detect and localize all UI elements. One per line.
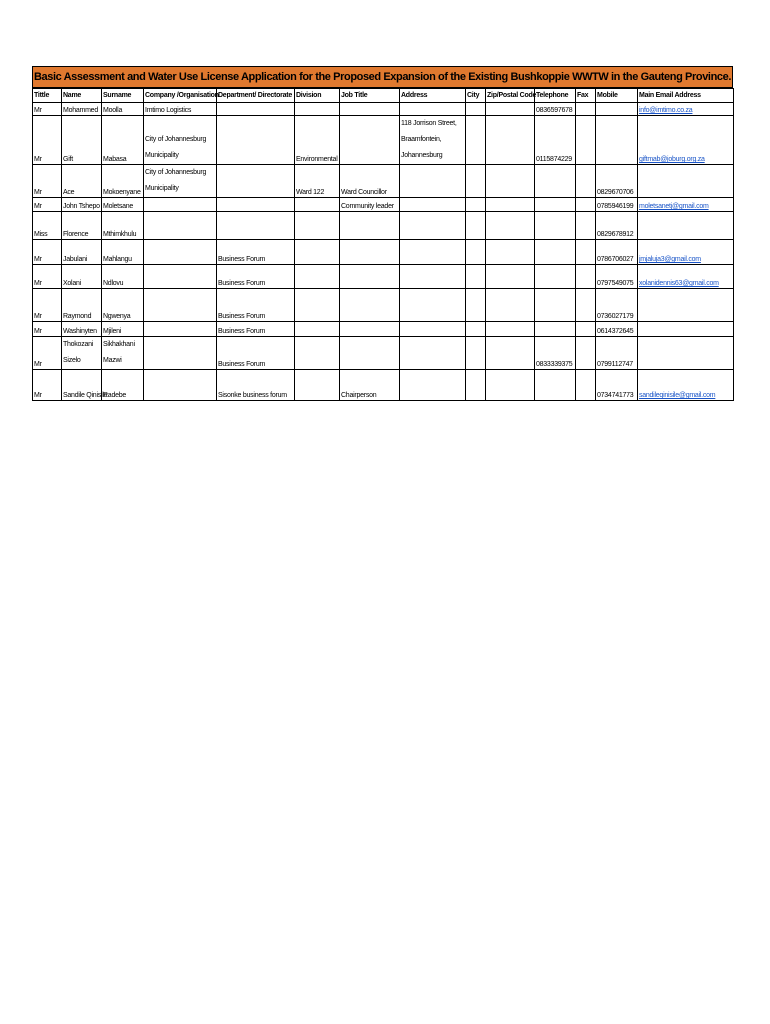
cell-city [466, 370, 486, 401]
cell-address [400, 265, 466, 289]
column-header: Main Email Address [638, 89, 734, 103]
cell-name: Ace [62, 165, 102, 198]
cell-zip [486, 198, 535, 212]
cell-mobile [596, 116, 638, 165]
cell-company [144, 198, 217, 212]
cell-surname: Moolla [102, 103, 144, 116]
cell-name [62, 337, 102, 370]
cell-company [144, 289, 217, 322]
cell-email[interactable] [638, 322, 734, 337]
company-line: City of Johannesburg [145, 136, 207, 143]
cell-zip [486, 265, 535, 289]
column-header: Telephone [535, 89, 576, 103]
cell-fax [576, 165, 596, 198]
cell-job-title [340, 240, 400, 265]
cell-email[interactable] [638, 198, 734, 212]
cell-name: Raymond [62, 289, 102, 322]
email-link[interactable]: moletsanetj@gmail.com [639, 203, 709, 210]
table-row [33, 240, 734, 265]
name-line: Sizelo [63, 357, 81, 364]
cell-company [144, 240, 217, 265]
cell-mobile: 0797549075 [596, 265, 638, 289]
cell-name: John Tshepo [62, 198, 102, 212]
cell-name: Washinyten [62, 322, 102, 337]
cell-mobile: 0785946199 [596, 198, 638, 212]
cell-address [400, 337, 466, 370]
cell-fax [576, 103, 596, 116]
cell-job-title [340, 322, 400, 337]
cell-division [295, 322, 340, 337]
cell-zip [486, 289, 535, 322]
email-link[interactable]: jmjaluja3@gmail.com [639, 256, 701, 263]
cell-company [144, 265, 217, 289]
cell-city [466, 165, 486, 198]
cell-fax [576, 240, 596, 265]
cell-department [217, 116, 295, 165]
contact-table [32, 88, 734, 401]
cell-zip [486, 212, 535, 240]
column-header: City [466, 89, 486, 103]
table-row [33, 289, 734, 322]
name-line: Thokozani [63, 341, 94, 348]
cell-company [144, 322, 217, 337]
column-header: Name [62, 89, 102, 103]
cell-telephone [535, 289, 576, 322]
cell-email[interactable] [638, 337, 734, 370]
cell-tittle: Mr [33, 322, 62, 337]
address-line: Johannesburg [401, 152, 443, 159]
cell-job-title [340, 116, 400, 165]
cell-address [400, 116, 466, 165]
company-line: Municipality [145, 152, 179, 159]
cell-mobile: 0614372645 [596, 322, 638, 337]
cell-surname: Ngwenya [102, 289, 144, 322]
cell-division [295, 337, 340, 370]
cell-tittle: Mr [33, 289, 62, 322]
cell-name: Sandile Qinisile [62, 370, 102, 401]
cell-name: Florence [62, 212, 102, 240]
cell-fax [576, 116, 596, 165]
cell-department: Business Forum [217, 240, 295, 265]
cell-division [295, 103, 340, 116]
table-row [33, 337, 734, 370]
cell-division [295, 289, 340, 322]
cell-email[interactable] [638, 212, 734, 240]
column-header: Surname [102, 89, 144, 103]
cell-job-title [340, 337, 400, 370]
address-line: Braamfontein, [401, 136, 442, 143]
table-row [33, 322, 734, 337]
cell-zip [486, 165, 535, 198]
cell-department [217, 165, 295, 198]
cell-job-title: Community leader [340, 198, 400, 212]
cell-tittle: Miss [33, 212, 62, 240]
cell-surname: Radebe [102, 370, 144, 401]
cell-company [144, 337, 217, 370]
address-line: 118 Jorrison Street, [401, 120, 457, 127]
cell-job-title: Ward Councillor [340, 165, 400, 198]
cell-city [466, 212, 486, 240]
cell-zip [486, 370, 535, 401]
cell-name: Jabulani [62, 240, 102, 265]
cell-name: Mohammed [62, 103, 102, 116]
cell-zip [486, 322, 535, 337]
cell-surname: Mthimkhulu [102, 212, 144, 240]
cell-job-title [340, 265, 400, 289]
cell-zip [486, 337, 535, 370]
cell-division [295, 265, 340, 289]
cell-mobile: 0786706027 [596, 240, 638, 265]
column-header: Job Title [340, 89, 400, 103]
cell-address [400, 198, 466, 212]
cell-telephone: 0836597678 [535, 103, 576, 116]
cell-city [466, 289, 486, 322]
cell-division: Environmental [295, 116, 340, 165]
cell-address [400, 370, 466, 401]
cell-zip [486, 103, 535, 116]
cell-job-title [340, 103, 400, 116]
surname-line: Mazwi [103, 357, 122, 364]
table-row [33, 265, 734, 289]
cell-division [295, 240, 340, 265]
cell-fax [576, 212, 596, 240]
cell-department: Sisonke business forum [217, 370, 295, 401]
cell-fax [576, 337, 596, 370]
cell-tittle: Mr [33, 198, 62, 212]
cell-mobile [596, 103, 638, 116]
cell-mobile: 0829670706 [596, 165, 638, 198]
cell-name: Gift [62, 116, 102, 165]
cell-telephone [535, 165, 576, 198]
cell-division [295, 212, 340, 240]
cell-tittle: Mr [33, 103, 62, 116]
table-row [33, 370, 734, 401]
cell-department: Business Forum [217, 289, 295, 322]
table-row [33, 198, 734, 212]
email-link[interactable]: giftmab@joburg.org.za [639, 156, 705, 163]
cell-email[interactable] [638, 165, 734, 198]
cell-division: Ward 122 [295, 165, 340, 198]
cell-fax [576, 289, 596, 322]
cell-address [400, 103, 466, 116]
table-row [33, 165, 734, 198]
company-line: City of Johannesburg [145, 169, 207, 176]
cell-telephone [535, 370, 576, 401]
cell-division [295, 198, 340, 212]
cell-telephone [535, 240, 576, 265]
cell-department: Business Forum [217, 322, 295, 337]
cell-job-title: Chairperson [340, 370, 400, 401]
cell-division [295, 370, 340, 401]
email-link[interactable]: info@imtimo.co.za [639, 107, 693, 114]
cell-fax [576, 322, 596, 337]
column-header: Address [400, 89, 466, 103]
cell-tittle: Mr [33, 165, 62, 198]
column-header: Mobile [596, 89, 638, 103]
cell-zip [486, 116, 535, 165]
cell-company [144, 165, 217, 198]
cell-company [144, 212, 217, 240]
cell-telephone: 0115874229 [535, 116, 576, 165]
cell-fax [576, 198, 596, 212]
cell-email[interactable] [638, 370, 734, 401]
cell-address [400, 165, 466, 198]
cell-surname: Mahlangu [102, 240, 144, 265]
cell-city [466, 322, 486, 337]
table-row [33, 103, 734, 116]
sheet-title: Basic Assessment and Water Use License Application for the Proposed Expansion of the Existing Bushkoppie WWTW in the Gauteng Province. [32, 66, 733, 88]
cell-name: Xolani [62, 265, 102, 289]
cell-job-title [340, 212, 400, 240]
cell-email[interactable] [638, 240, 734, 265]
column-header: Department/ Directorate [217, 89, 295, 103]
header-row [33, 89, 734, 103]
cell-company: Imtimo Logistics [144, 103, 217, 116]
cell-department: Business Forum [217, 265, 295, 289]
cell-telephone: 0833339375 [535, 337, 576, 370]
cell-department [217, 103, 295, 116]
cell-tittle: Mr [33, 116, 62, 165]
table-row [33, 212, 734, 240]
cell-surname [102, 337, 144, 370]
cell-surname: Mabasa [102, 116, 144, 165]
cell-city [466, 240, 486, 265]
cell-address [400, 322, 466, 337]
cell-zip [486, 240, 535, 265]
spreadsheet [32, 66, 733, 401]
cell-fax [576, 370, 596, 401]
cell-city [466, 116, 486, 165]
column-header: Company /Organisation [144, 89, 217, 103]
cell-city [466, 337, 486, 370]
cell-mobile: 0799112747 [596, 337, 638, 370]
cell-company [144, 116, 217, 165]
cell-mobile: 0736027179 [596, 289, 638, 322]
cell-telephone [535, 322, 576, 337]
cell-company [144, 370, 217, 401]
cell-address [400, 240, 466, 265]
cell-department [217, 198, 295, 212]
cell-telephone [535, 212, 576, 240]
cell-telephone [535, 265, 576, 289]
cell-mobile: 0829678912 [596, 212, 638, 240]
cell-tittle: Mr [33, 370, 62, 401]
cell-city [466, 103, 486, 116]
cell-email[interactable] [638, 289, 734, 322]
email-link[interactable]: sandileqinisile@gmail.com [639, 392, 716, 399]
cell-email[interactable] [638, 265, 734, 289]
cell-city [466, 198, 486, 212]
cell-city [466, 265, 486, 289]
cell-surname: Moletsane [102, 198, 144, 212]
cell-tittle: Mr [33, 265, 62, 289]
cell-surname: Mjileni [102, 322, 144, 337]
cell-surname: Mokoenyane [102, 165, 144, 198]
table-row [33, 116, 734, 165]
email-link[interactable]: xolanidennis63@gmail.com [639, 280, 719, 287]
cell-email[interactable] [638, 116, 734, 165]
company-line: Municipality [145, 185, 179, 192]
column-header: Tittle [33, 89, 62, 103]
column-header: Zip/Postal Code [486, 89, 535, 103]
cell-telephone [535, 198, 576, 212]
cell-address [400, 289, 466, 322]
column-header: Fax [576, 89, 596, 103]
cell-fax [576, 265, 596, 289]
cell-job-title [340, 289, 400, 322]
cell-tittle: Mr [33, 240, 62, 265]
cell-mobile: 0734741773 [596, 370, 638, 401]
cell-surname: Ndlovu [102, 265, 144, 289]
cell-address [400, 212, 466, 240]
surname-line: Sikhakhani [103, 341, 135, 348]
cell-department: Business Forum [217, 337, 295, 370]
cell-email[interactable] [638, 103, 734, 116]
cell-tittle: Mr [33, 337, 62, 370]
cell-department [217, 212, 295, 240]
column-header: Division [295, 89, 340, 103]
